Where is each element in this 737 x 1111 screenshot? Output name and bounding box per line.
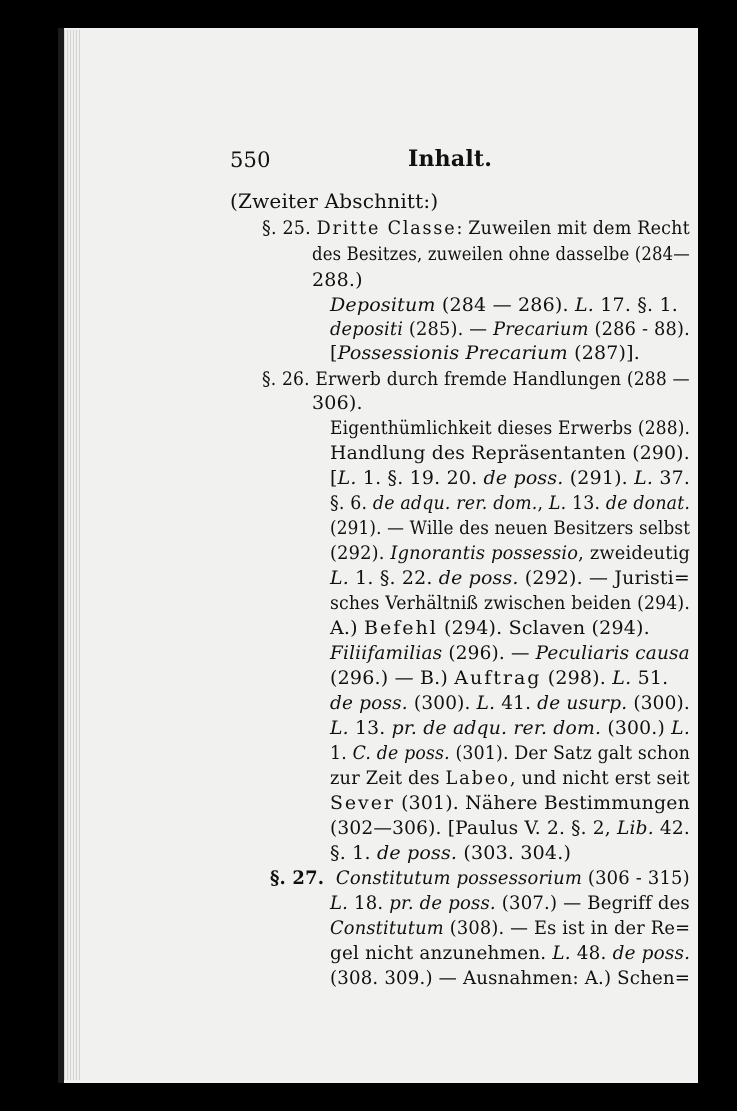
toc-line — [330, 469, 690, 488]
text-run: 1. §. 19. 20. — [356, 467, 484, 489]
toc-line: sches Verhältniß zwischen beiden (294). — [330, 592, 690, 614]
spaced-text: Labeo — [445, 767, 510, 789]
entry-text: Erwerb durch fremde Handlungen (288 — — [315, 368, 690, 390]
text-run: [ — [330, 342, 338, 364]
text-run: , — [537, 492, 549, 514]
latin-text: de poss. — [376, 842, 458, 864]
latin-text: de usurp. — [537, 692, 628, 714]
text-run: zur Zeit des — [330, 767, 446, 789]
toc-line — [330, 944, 690, 963]
section-number: §. 26. — [262, 368, 310, 390]
text-run: 37. — [653, 467, 691, 489]
text-run: 13. — [348, 717, 392, 739]
latin-text: Possessionis Precarium — [337, 342, 568, 364]
text-run: (291). — [563, 467, 635, 489]
text-run: A.) — [330, 617, 365, 639]
toc-line: 288.) — [312, 269, 363, 291]
section-continuation: (Zweiter Abschnitt:) — [230, 189, 439, 213]
toc-line: (291). — Wille des neuen Besitzers selbst — [330, 517, 691, 539]
latin-text: de donat. — [605, 492, 691, 514]
text-run: (298). — [541, 667, 613, 689]
text-run: [ — [330, 467, 338, 489]
latin-text: Lib. — [616, 817, 654, 839]
section-number: §. 25. — [262, 217, 311, 239]
latin-text: L. — [330, 892, 349, 914]
text-run: (294). Sclaven (294). — [437, 617, 650, 639]
text-run: (300). — [407, 692, 477, 714]
toc-line — [330, 919, 690, 938]
toc-line — [330, 296, 678, 315]
latin-text: L. — [552, 942, 571, 964]
text-run: 13. — [566, 492, 606, 514]
text-run: , zweideutig — [578, 542, 691, 564]
text-run: 17. §. 1. — [594, 294, 679, 316]
latin-text: L. — [548, 492, 567, 514]
toc-line: Handlung des Repräsentanten (290). — [330, 442, 690, 464]
toc-line — [330, 644, 690, 663]
toc-line — [330, 569, 690, 588]
text-run: (301). Nähere Bestimmungen — [394, 792, 691, 814]
toc-line: des Besitzes, zuweilen ohne dasselbe (284— — [312, 243, 690, 265]
toc-line — [330, 544, 690, 563]
text-run: 1. — [330, 742, 353, 764]
text-run: (300). — [627, 692, 690, 714]
toc-line — [330, 844, 571, 863]
toc-line — [330, 769, 690, 788]
toc-line — [330, 744, 690, 763]
text-run: , und nicht erst seit — [509, 767, 690, 789]
text-run: (287)]. — [567, 342, 641, 364]
text-run: (307.) — Begriff des — [495, 892, 690, 914]
latin-text: Precarium — [493, 318, 589, 340]
toc-line — [330, 894, 690, 913]
page-edge — [64, 30, 80, 1080]
latin-text: pr. de poss. — [389, 892, 496, 914]
entry-title: Dritte Classe — [316, 217, 457, 239]
toc-entry-25 — [262, 219, 690, 238]
text-run: 41. — [495, 692, 538, 714]
latin-text: L. — [612, 667, 632, 689]
toc-line: 306). — [312, 392, 363, 414]
toc-line — [330, 694, 690, 713]
text-run: (306 - 315) — [582, 867, 690, 889]
latin-text: Filiifamilias — [330, 642, 443, 664]
text-run: (292). — [330, 542, 391, 564]
text-run: (302—306). [Paulus V. 2. §. 2, — [330, 817, 617, 839]
spaced-text: Sever — [330, 792, 395, 814]
toc-line — [330, 719, 690, 738]
text-run: 1. §. 22. — [348, 567, 439, 589]
text-run: §. 6. — [330, 492, 373, 514]
latin-text: L. — [476, 692, 496, 714]
latin-text: Peculiaris causa — [535, 642, 690, 664]
latin-text: L. — [574, 294, 595, 316]
latin-text: L. — [330, 717, 349, 739]
latin-text: de poss. — [483, 467, 564, 489]
latin-text: de adqu. rer. dom. — [372, 492, 538, 514]
text-run: §. 1. — [330, 842, 377, 864]
latin-text: Depositum — [330, 294, 436, 316]
toc-line: Eigenthümlichkeit dieses Erwerbs (288). — [330, 417, 691, 439]
text-run: (300.) — [601, 717, 672, 739]
page-title: Inhalt. — [408, 146, 493, 172]
latin-text: L. — [330, 567, 349, 589]
text-run: 42. — [653, 817, 690, 839]
toc-line — [330, 344, 640, 363]
text-run: (284 — 286). — [435, 294, 575, 316]
text-run: (308). — Es ist in der Re= — [443, 917, 691, 939]
toc-line — [330, 794, 690, 813]
toc-entry-26 — [262, 370, 690, 389]
text-run: (285). — — [403, 318, 494, 340]
text-run: (292). — Juristi= — [518, 567, 690, 589]
latin-text: de poss. — [612, 942, 691, 964]
text-run: (296.) — B.) — [330, 667, 455, 689]
toc-line — [330, 320, 690, 339]
entry-text: : Zuweilen mit dem Recht — [456, 217, 690, 239]
toc-line — [330, 494, 690, 513]
text-run: (303. 304.) — [457, 842, 572, 864]
text-run: 48. — [570, 942, 613, 964]
page-number: 550 — [230, 148, 271, 172]
latin-text: de poss. — [330, 692, 408, 714]
text-run: (286 - 88). — [588, 318, 690, 340]
toc-line — [330, 619, 650, 638]
toc-line: (308. 309.) — Ausnahmen: A.) Schen= — [330, 967, 691, 989]
text-run: 18. — [348, 892, 390, 914]
text-run: 51. — [631, 667, 669, 689]
toc-line — [330, 819, 690, 838]
latin-text: pr. de adqu. rer. dom. — [391, 717, 602, 739]
latin-text: L. — [634, 467, 654, 489]
latin-text: Ignorantis possessio — [390, 542, 579, 564]
spaced-text: Auftrag — [454, 667, 542, 689]
toc-entry-27 — [270, 869, 690, 888]
text-run: (301). Der Satz galt schon — [449, 742, 691, 764]
toc-line — [330, 669, 668, 688]
latin-text: Constitutum — [330, 917, 444, 939]
latin-text: depositi — [330, 318, 404, 340]
text-run: gel nicht anzunehmen. — [330, 942, 553, 964]
latin-text: de poss. — [438, 567, 519, 589]
latin-text: Constitutum possessorium — [335, 867, 583, 889]
spaced-text: Befehl — [364, 617, 438, 639]
text-run: (296). — — [442, 642, 536, 664]
latin-text: L. — [671, 717, 690, 739]
section-number: §. 27. — [270, 867, 325, 889]
latin-text: C. de poss. — [352, 742, 450, 764]
latin-text: L. — [337, 467, 357, 489]
